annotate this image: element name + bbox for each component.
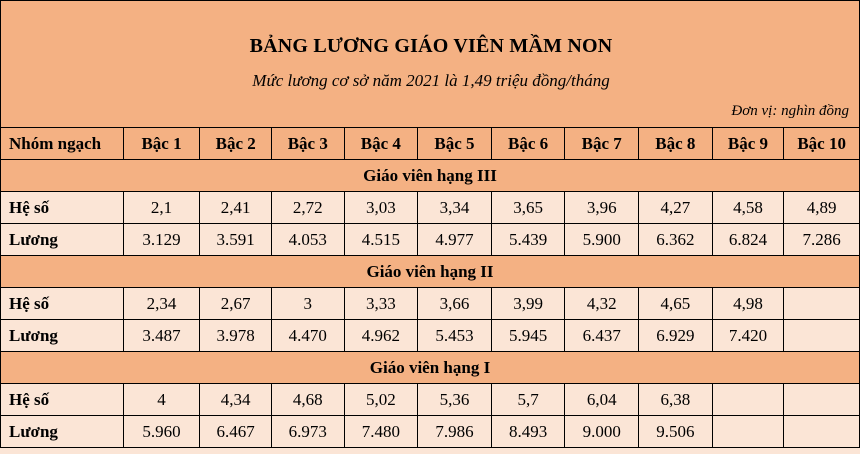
table-cell: 5.960 [123, 416, 200, 448]
column-header: Bậc 5 [418, 128, 492, 160]
table-cell: 5.945 [491, 320, 565, 352]
table-cell: 5.453 [418, 320, 492, 352]
group-title: Giáo viên hạng II [1, 256, 860, 288]
table-cell [784, 416, 860, 448]
unit-note: Đơn vị: nghìn đồng [731, 103, 849, 119]
table-cell: 6,04 [565, 384, 639, 416]
sheet-header [0, 0, 860, 127]
table-cell: 4.962 [344, 320, 418, 352]
table-cell: 5,02 [344, 384, 418, 416]
salary-table [0, 127, 860, 448]
table-cell: 2,41 [200, 192, 272, 224]
table-cell: 2,67 [200, 288, 272, 320]
table-cell: 5.439 [491, 224, 565, 256]
group-row [1, 352, 860, 384]
column-header: Bậc 2 [200, 128, 272, 160]
table-cell: 6.929 [639, 320, 713, 352]
table-cell: 4,89 [784, 192, 860, 224]
table-cell: 3,65 [491, 192, 565, 224]
table-cell: 3,96 [565, 192, 639, 224]
table-cell: 7.986 [418, 416, 492, 448]
table-row [1, 416, 860, 448]
row-label: Lương [1, 224, 124, 256]
table-cell: 3,34 [418, 192, 492, 224]
table-cell: 3.129 [123, 224, 200, 256]
table-cell: 6.362 [639, 224, 713, 256]
table-cell: 3.487 [123, 320, 200, 352]
table-cell: 6.824 [712, 224, 784, 256]
table-cell: 2,1 [123, 192, 200, 224]
table-cell: 3,03 [344, 192, 418, 224]
table-cell: 4,58 [712, 192, 784, 224]
table-cell: 4,98 [712, 288, 784, 320]
row-label: Hệ số [1, 384, 124, 416]
column-header: Bậc 10 [784, 128, 860, 160]
table-cell: 6,38 [639, 384, 713, 416]
table-cell: 3.978 [200, 320, 272, 352]
table-cell: 9.506 [639, 416, 713, 448]
table-cell: 4,68 [271, 384, 344, 416]
table-cell: 4,65 [639, 288, 713, 320]
column-header: Bậc 6 [491, 128, 565, 160]
table-cell: 3,33 [344, 288, 418, 320]
table-cell: 4,27 [639, 192, 713, 224]
table-row [1, 320, 860, 352]
group-title: Giáo viên hạng I [1, 352, 860, 384]
table-cell: 7.420 [712, 320, 784, 352]
table-cell: 2,72 [271, 192, 344, 224]
table-cell: 3,99 [491, 288, 565, 320]
row-label: Lương [1, 416, 124, 448]
table-cell: 7.286 [784, 224, 860, 256]
table-cell: 5,36 [418, 384, 492, 416]
table-row [1, 224, 860, 256]
table-cell: 6.437 [565, 320, 639, 352]
table-cell: 4.470 [271, 320, 344, 352]
column-header: Bậc 3 [271, 128, 344, 160]
table-cell: 5.900 [565, 224, 639, 256]
table-row [1, 384, 860, 416]
page-subtitle: Mức lương cơ sở năm 2021 là 1,49 triệu đồng/tháng [252, 71, 610, 90]
row-label: Hệ số [1, 192, 124, 224]
table-cell [784, 320, 860, 352]
table-cell: 6.973 [271, 416, 344, 448]
table-cell: 4,32 [565, 288, 639, 320]
column-header: Bậc 7 [565, 128, 639, 160]
table-cell: 4 [123, 384, 200, 416]
row-label: Lương [1, 320, 124, 352]
table-row [1, 288, 860, 320]
column-header: Bậc 9 [712, 128, 784, 160]
table-row [1, 192, 860, 224]
table-cell [784, 288, 860, 320]
table-cell [712, 384, 784, 416]
group-row [1, 256, 860, 288]
row-label: Hệ số [1, 288, 124, 320]
table-cell: 4,34 [200, 384, 272, 416]
table-cell: 8.493 [491, 416, 565, 448]
column-header: Bậc 8 [639, 128, 713, 160]
table-cell: 4.977 [418, 224, 492, 256]
table-cell: 9.000 [565, 416, 639, 448]
group-title: Giáo viên hạng III [1, 160, 860, 192]
table-cell: 2,34 [123, 288, 200, 320]
table-cell: 4.053 [271, 224, 344, 256]
table-cell: 3 [271, 288, 344, 320]
table-cell: 6.467 [200, 416, 272, 448]
column-header: Nhóm ngạch [1, 128, 124, 160]
group-row [1, 160, 860, 192]
header-row [1, 128, 860, 160]
column-header: Bậc 4 [344, 128, 418, 160]
table-cell: 3.591 [200, 224, 272, 256]
table-cell [784, 384, 860, 416]
page-title: BẢNG LƯƠNG GIÁO VIÊN MẦM NON [249, 35, 613, 57]
table-cell [712, 416, 784, 448]
table-cell: 7.480 [344, 416, 418, 448]
table-cell: 4.515 [344, 224, 418, 256]
table-cell: 5,7 [491, 384, 565, 416]
table-cell: 3,66 [418, 288, 492, 320]
column-header: Bậc 1 [123, 128, 200, 160]
